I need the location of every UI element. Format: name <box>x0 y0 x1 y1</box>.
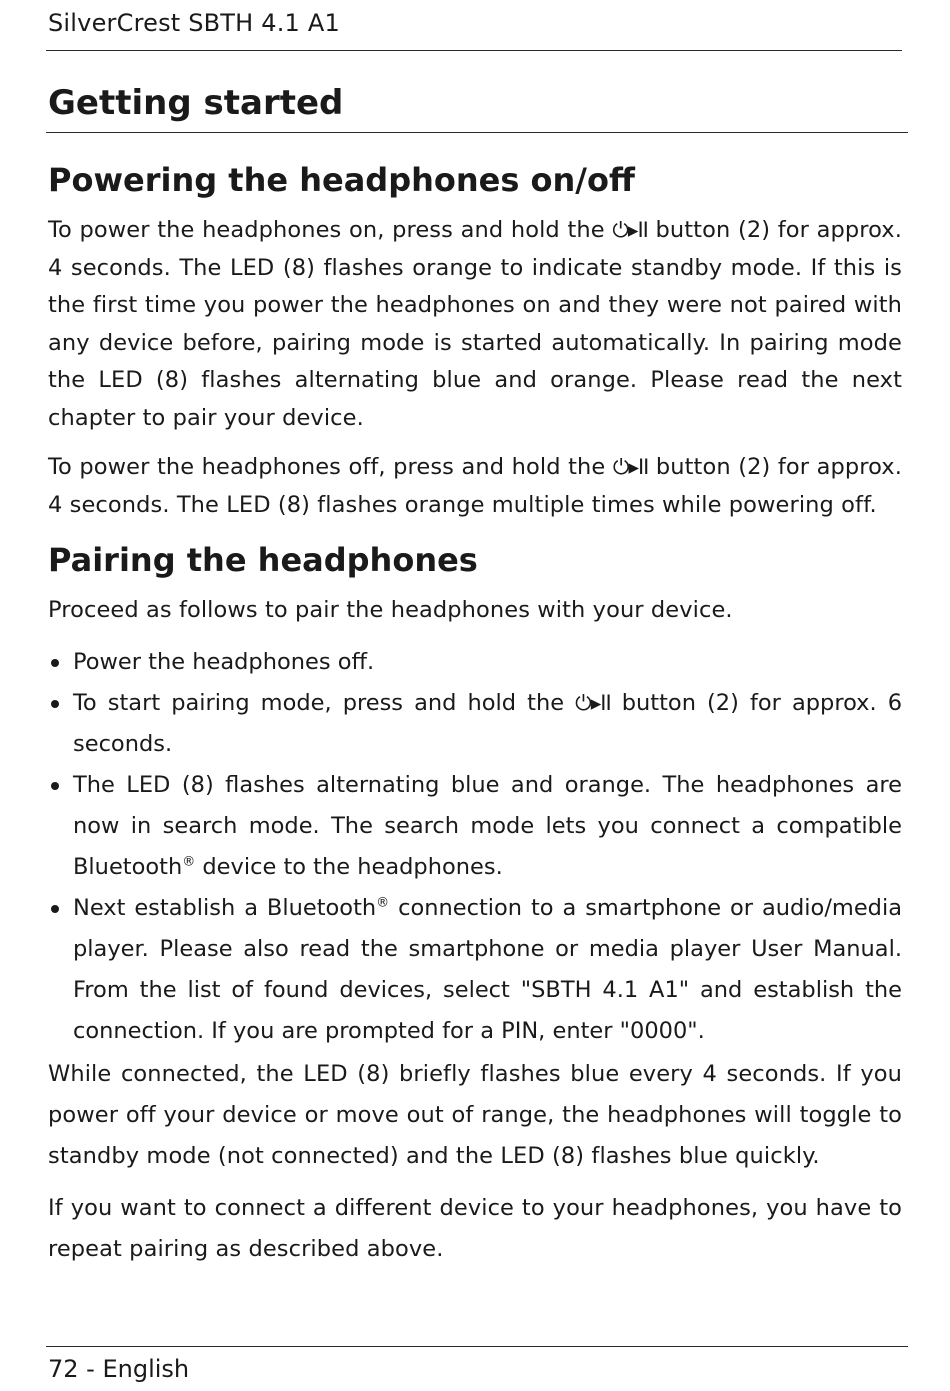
powering-on-paragraph: To power the headphones on, press and hold the ⏻▸II button (2) for approx. 4 seconds. The LED (8) flashes orange to indicate standby mode. If this is the first time you power the headphones on and they were not paired with any device before, pairing mode is started automatically. In pairing mode the LED (8) flashes alternating blue and orange. Please read the next chapter to pair your device. <box>48 212 902 437</box>
pairing-steps-list <box>48 642 902 1052</box>
power-play-pause-icon: ⏻▸II <box>575 690 611 715</box>
registered-mark: ® <box>376 895 390 910</box>
power-play-pause-icon: ⏻▸II <box>612 455 649 479</box>
connected-paragraph: While connected, the LED (8) briefly flashes blue every 4 seconds. If you power off your device or move out of range, the headphones will toggle to standby mode (not connected) and the LED (8) flashes blue quickly. <box>48 1060 902 1169</box>
title-divider <box>46 132 908 133</box>
pairing-heading: Pairing the headphones <box>48 541 478 579</box>
pairing-intro: Proceed as follows to pair the headphones with your device. <box>48 597 733 623</box>
registered-mark: ® <box>182 854 196 869</box>
page-body <box>48 158 902 1281</box>
list-item: The LED (8) flashes alternating blue and orange. The headphones are now in search mode. The search mode lets you connect a compatible Bluetooth® device to the headphones. <box>48 765 902 888</box>
running-header: SilverCrest SBTH 4.1 A1 <box>48 9 340 37</box>
powering-heading: Powering the headphones on/off <box>48 161 635 199</box>
list-item: Next establish a Bluetooth® connection to a smartphone or audio/media player. Please also read the smartphone or media player User Manual. From the list of found devices, select "SBTH 4.1 A1" and establish the connection. If you are prompted for a PIN, enter "0000". <box>48 888 902 1052</box>
list-item: Power the headphones off. <box>48 642 902 683</box>
different-device-paragraph: If you want to connect a different device to your headphones, you have to repeat pairing as described above. <box>48 1194 902 1262</box>
list-item: To start pairing mode, press and hold the ⏻▸II button (2) for approx. 6 seconds. <box>48 683 902 765</box>
powering-off-paragraph: To power the headphones off, press and hold the ⏻▸II button (2) for approx. 4 seconds. The LED (8) flashes orange multiple times while powering off. <box>48 449 902 524</box>
power-play-pause-icon: ⏻▸II <box>612 218 648 242</box>
header-divider <box>46 50 902 51</box>
footer-divider <box>46 1346 908 1347</box>
page-number: 72 - English <box>48 1355 190 1383</box>
section-title: Getting started <box>48 83 344 123</box>
